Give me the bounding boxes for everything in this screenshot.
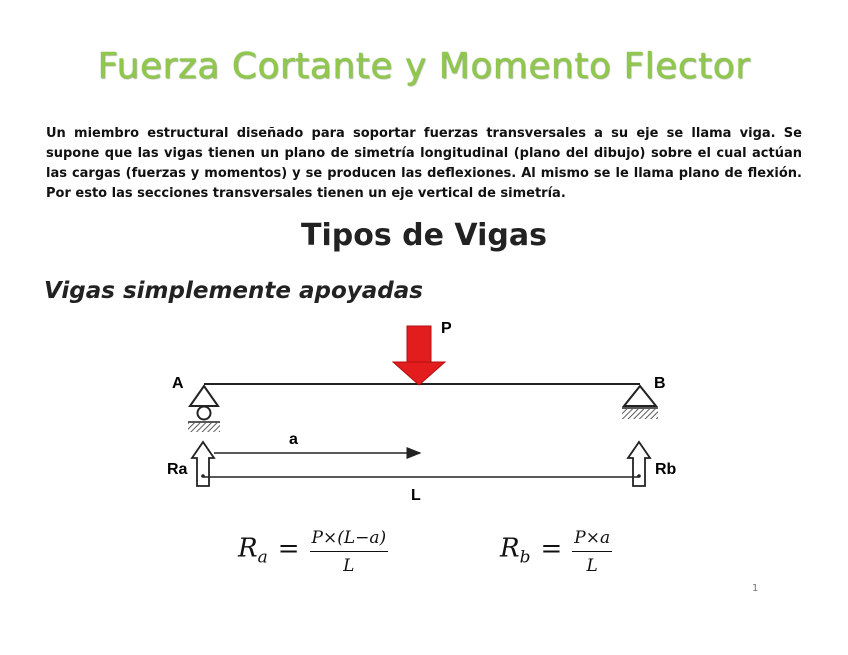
formula-ra-fraction	[310, 528, 389, 576]
support-a-label: A	[172, 375, 184, 392]
load-label: P	[441, 320, 452, 337]
formula-ra	[238, 528, 388, 576]
reaction-b-arrow	[628, 442, 650, 486]
formula-rb-denominator: L	[586, 556, 598, 576]
formula-ra-numerator: P×(L−a)	[310, 528, 389, 552]
formula-ra-lhs: R	[238, 533, 258, 564]
formula-rb	[500, 528, 612, 576]
section-heading: Tipos de Vigas	[301, 218, 547, 253]
length-label: L	[411, 487, 421, 504]
page-number: 1	[752, 583, 759, 594]
reaction-a-arrow	[192, 442, 214, 486]
support-a	[188, 386, 220, 432]
page-title: Fuerza Cortante y Momento Flector	[97, 46, 751, 87]
intro-paragraph: Un miembro estructural diseñado para soportar fuerzas transversales a su eje se llama viga. Se supone que las vigas tienen un plano de simetría longitudinal (plano del dibujo) sobre el cual actúan las cargas (fuerzas y momentos) y se producen las deflexiones. Al mismo se le llama plano de flexión. Por esto las secciones transversales tienen un eje vertical de simetría.	[46, 126, 802, 201]
formula-rb-fraction	[572, 528, 612, 576]
support-b-label: B	[654, 375, 666, 392]
support-b	[622, 386, 658, 419]
formula-rb-sub: b	[519, 547, 531, 568]
formula-rb-equals: =	[540, 533, 563, 564]
load-arrow	[393, 326, 445, 385]
formula-rb-lhs: R	[500, 533, 520, 564]
reaction-a-label: Ra	[167, 461, 188, 478]
reaction-b-label: Rb	[655, 461, 677, 478]
formula-ra-sub: a	[257, 547, 268, 568]
dimension-a-label: a	[289, 431, 298, 448]
formula-rb-numerator: P×a	[572, 528, 612, 552]
subsection-heading: Vigas simplemente apoyadas	[44, 278, 423, 304]
formula-ra-denominator: L	[343, 556, 355, 576]
formula-ra-equals: =	[277, 533, 300, 564]
